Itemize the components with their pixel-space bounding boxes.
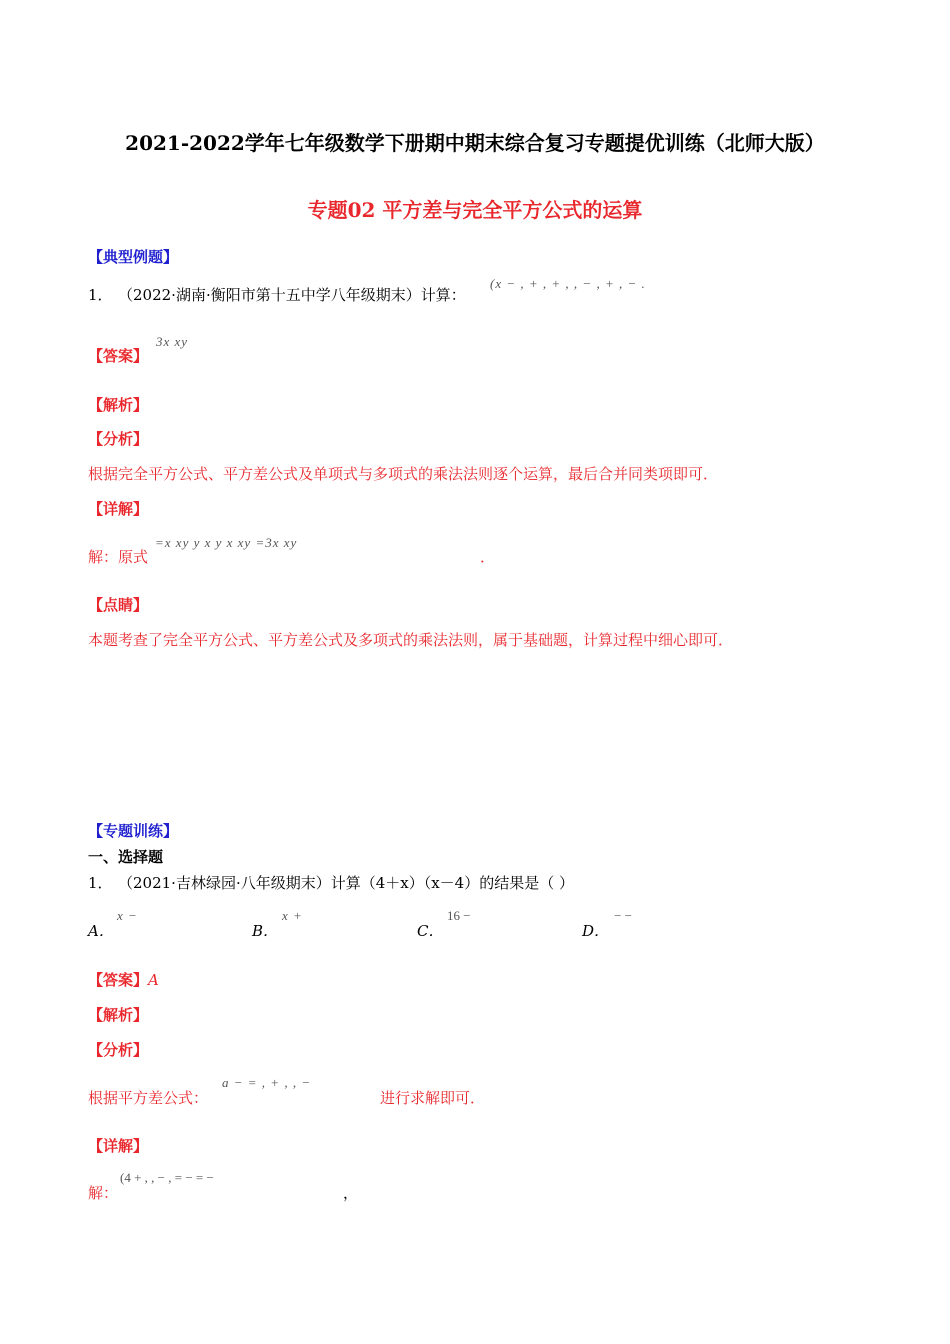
option-a-label: A． (88, 922, 114, 940)
example-comment-label: 【点睛】 (88, 596, 149, 614)
training-question-number: 1． (88, 874, 113, 892)
example-fenxi-text: 根据完全平方公式、平方差公式及单项式与多项式的乘法法则逐个运算，最后合并同类项即可． (88, 465, 719, 483)
example-question-text: （2022·湖南·衡阳市第十五中学八年级期末）计算： (118, 286, 466, 304)
training-detail-prefix: 解： (88, 1184, 119, 1202)
training-fenxi-label: 【分析】 (88, 1041, 149, 1059)
example-detail-label: 【详解】 (88, 500, 149, 518)
option-a (88, 920, 114, 941)
example-detail-prefix: 解：原式 (88, 548, 149, 566)
training-detail-end: ， (343, 1184, 359, 1202)
option-d-expression: − − (614, 908, 632, 923)
page-subtitle: 专题02 平方差与完全平方公式的运算 (307, 198, 643, 222)
example-analysis-label: 【解析】 (88, 396, 149, 414)
example-fenxi-label: 【分析】 (88, 430, 149, 448)
training-part-title: 一、选择题 (88, 848, 164, 866)
page-title: 2021-2022学年七年级数学下册期中期末综合复习专题提优训练（北师大版） (125, 131, 825, 155)
option-b (252, 920, 278, 941)
training-question-text: （2021·吉林绿园·八年级期末）计算（4＋x）（x－4）的结果是（ ） (118, 874, 574, 892)
training-answer-value: A (148, 971, 159, 989)
training-heading: 【专题训练】 (88, 822, 179, 840)
option-b-label: B． (252, 922, 279, 940)
option-d-label: D． (582, 922, 610, 940)
training-answer (88, 969, 159, 990)
training-analysis-label: 【解析】 (88, 1006, 149, 1024)
option-c-label: C． (417, 922, 444, 940)
training-fenxi-expression: a − = , + , , − (222, 1075, 312, 1090)
example-question-expression: (x − , + , + , , − , + , − . (490, 276, 646, 291)
training-detail-label: 【详解】 (88, 1137, 149, 1155)
option-c (417, 920, 443, 941)
example-answer-label: 【答案】 (88, 347, 149, 365)
training-detail-expression: (4 + , , − , = − = − (120, 1170, 214, 1185)
example-answer-expression: 3x xy (156, 334, 189, 349)
option-a-expression: x − (117, 908, 138, 923)
option-c-expression: 16 − (447, 908, 471, 923)
option-d (582, 920, 609, 941)
training-fenxi-prefix: 根据平方差公式： (88, 1089, 209, 1107)
example-heading: 【典型例题】 (88, 248, 179, 266)
example-detail-expression: =x xy y x y x xy =3x xy (155, 535, 298, 550)
example-detail-end: ． (480, 548, 496, 566)
example-question-number: 1． (88, 286, 113, 304)
training-fenxi-suffix: 进行求解即可． (380, 1089, 486, 1107)
example-comment-text: 本题考查了完全平方公式、平方差公式及多项式的乘法法则，属于基础题，计算过程中细心即可． (88, 631, 734, 649)
option-b-expression: x + (282, 908, 303, 923)
training-answer-label: 【答案】 (88, 971, 149, 989)
